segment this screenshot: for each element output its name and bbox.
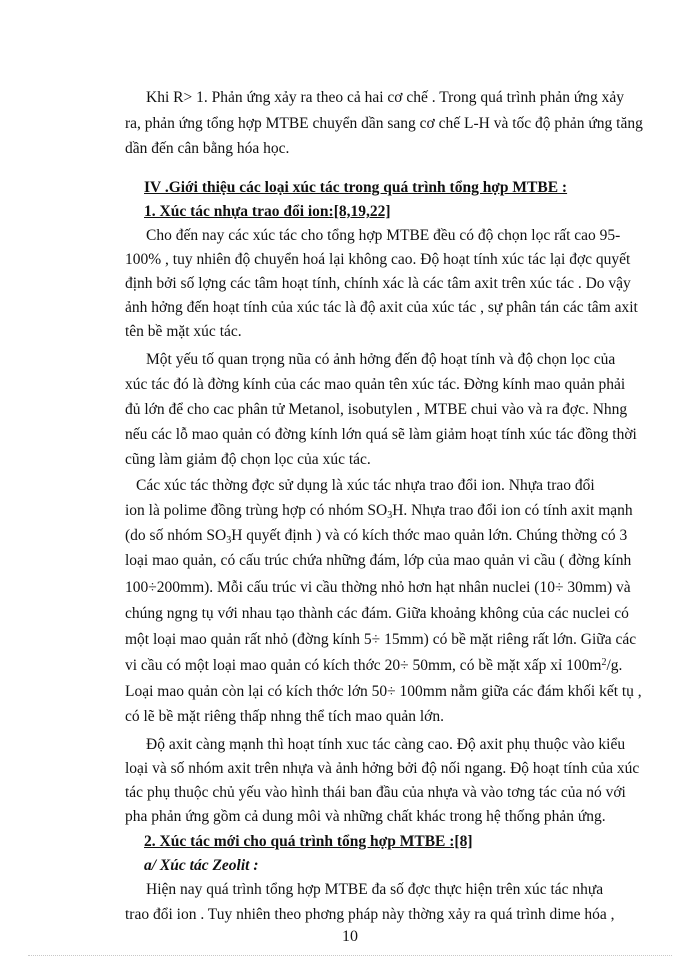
paragraph-line: Các xúc tác thờng đợc sử dụng là xúc tác nhựa trao đổi ion. Nhựa trao đổi — [136, 477, 595, 494]
paragraph-line: 100% , tuy nhiên độ chuyển hoá lại không cao. Độ hoạt tính xúc tác lại đợc quyết — [125, 251, 631, 268]
paragraph-line: pha phản ứng gồm cả dung môi và những chất khác trong hệ thống phản ứng. — [125, 808, 606, 825]
paragraph-line: Hiện nay quá trình tổng hợp MTBE đa số đợc thực hiện trên xúc tác nhựa — [146, 881, 604, 898]
paragraph-line: ion là polime đồng trùng hợp có nhóm $SO_3H$. Nhựa trao đổi ion có tính axit mạnh — [125, 502, 633, 521]
paragraph-line: Cho đến nay các xúc tác cho tổng hợp MTBE đều có độ chọn lọc rất cao 95- — [146, 227, 621, 244]
paragraph-line: vi cầu có một loại mao quản có kích thớc 20÷ 50mm, có bề mặt xấp xỉ $100m^2/g$. — [125, 657, 623, 674]
paragraph-line: loại và số nhóm axit trên nhựa và ảnh hởng bởi độ nối ngang. Độ hoạt tính của xúc — [125, 760, 640, 777]
sub-subsection-heading: a/ Xúc tác Zeolit : — [144, 857, 259, 874]
paragraph-line: định bởi số lợng các tâm hoạt tính, chính xác là các tâm axit trên xúc tác . Do vậy — [125, 275, 631, 292]
paragraph-line: Khi R> 1. Phản ứng xảy ra theo cả hai cơ chế . Trong quá trình phản ứng xảy — [146, 89, 624, 106]
paragraph-line: đủ lớn để cho cac phân tử Metanol, isobutylen , MTBE chui vào và ra đợc. Nhng — [125, 401, 628, 418]
paragraph-line: (do số nhóm $SO_3H$ quyết định ) và có kích thớc mao quản lớn. Chúng thờng có 3 — [125, 527, 628, 546]
subscript: 3 — [387, 510, 393, 521]
paragraph-line: Một yếu tố quan trọng nũa có ảnh hởng đến độ hoạt tính và độ chọn lọc của — [146, 351, 616, 368]
paragraph-line: tác phụ thuộc chủ yếu vào hình thái ban đầu của nhựa và vào tơng tác của nó với — [125, 784, 626, 801]
paragraph-line: Độ axit càng mạnh thì hoạt tính xuc tác càng cao. Độ axit phụ thuộc vào kiểu — [146, 736, 626, 753]
paragraph-line: ảnh hởng đến hoạt tính của xúc tác là độ axit của xúc tác , sự phân tán các tâm axit — [125, 299, 638, 316]
paragraph-line: loại mao quản, có cấu trúc chứa những đám, lớp của mao quản vi cầu ( đờng kính — [125, 552, 632, 569]
paragraph-line: có lẽ bề mặt riêng thấp nhng thể tích mao quản lớn. — [125, 708, 444, 725]
section-heading: IV .Giới thiệu các loại xúc tác trong quá trình tổng hợp MTBE : — [144, 179, 568, 196]
paragraph-line: một loại mao quản rất nhỏ (đờng kính 5÷ 15mm) có bề mặt riêng rất lớn. Giữa các — [125, 631, 637, 648]
paragraph-line: chúng ngng tụ với nhau tạo thành các đám. Giữa khoảng không của các nuclei có — [125, 605, 629, 622]
subscript: 3 — [226, 535, 232, 546]
paragraph-line: xúc tác đó là đờng kính của các mao quản tên xúc tác. Đờng kính mao quản phải — [125, 376, 626, 393]
footer-divider — [28, 955, 672, 956]
paragraph-line: cũng làm giảm độ chọn lọc của xúc tác. — [125, 451, 371, 468]
paragraph-line: nếu các lỗ mao quản có đờng kính lớn quá sẽ làm giảm hoạt tính xúc tác đồng thời — [125, 426, 637, 443]
page-number: 10 — [342, 928, 358, 945]
subsection-heading: 2. Xúc tác mới cho quá trình tổng hợp MTBE :[8] — [144, 833, 473, 850]
superscript: 2 — [601, 657, 607, 668]
paragraph-line: Loại mao quản còn lại có kích thớc lớn 50÷ 100mm nằm giữa các đám khối kết tụ , — [125, 683, 642, 700]
paragraph-line: trao đổi ion . Tuy nhiên theo phơng pháp này thờng xảy ra quá trình dime hóa , — [125, 906, 615, 923]
paragraph-line: 100÷200mm). Mỗi cấu trúc vi cầu thờng nhỏ hơn hạt nhân nuclei (10÷ 30mm) và — [125, 579, 631, 596]
paragraph-line: dần đến cân bằng hóa học. — [125, 140, 290, 157]
subsection-heading: 1. Xúc tác nhựa trao đổi ion:[8,19,22] — [144, 203, 391, 220]
paragraph-line: tên bề mặt xúc tác. — [125, 323, 242, 340]
paragraph-line: ra, phản ứng tổng hợp MTBE chuyển dần sang cơ chế L-H và tốc độ phản ứng tăng — [125, 115, 643, 132]
